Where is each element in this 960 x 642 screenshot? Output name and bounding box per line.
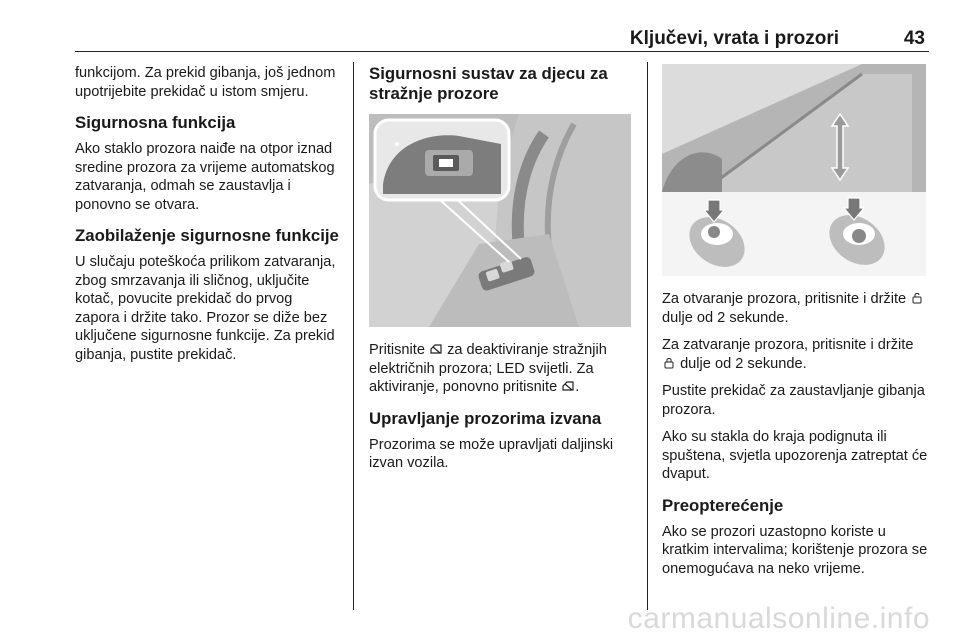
child-safety-text-c: . bbox=[575, 379, 580, 395]
safety-function-heading: Sigurnosna funkcija bbox=[75, 113, 236, 132]
close-window-text-b: dulje od 2 sekunde. bbox=[680, 355, 807, 372]
door-switch-illustration bbox=[369, 114, 631, 327]
remote-operation-text: Prozorima se može upravljati daljinski izvan vozila. bbox=[369, 436, 614, 471]
open-window-text-a: Za otvaranje prozora, pritisnite i držite bbox=[662, 291, 907, 307]
watermark: carmanualsonline.info bbox=[627, 602, 930, 635]
warning-lights-text: Ako su stakla do kraja podignuta ili spuštena, svjetla upozorenja zatreptat će dvaput. bbox=[662, 429, 928, 482]
page-header bbox=[75, 26, 929, 52]
safety-function-text: Ako staklo prozora naiđe na otpor iznad sredine prozora za vrijeme automatskog zatvaranja, odmah se zaustavlja i ponovno se otvara. bbox=[75, 141, 335, 213]
overload-heading: Preopterećenje bbox=[662, 495, 784, 515]
column-middle bbox=[369, 64, 634, 482]
child-safety-heading: Sigurnosni sustav za djecu za stražnje prozore bbox=[369, 64, 608, 103]
column-right bbox=[662, 64, 930, 587]
override-safety-text: U slučaju poteškoća prilikom zatvaranja, zbog smrzavanja ili sličnog, uključite kotač, povucite prekidač do prvog zapora i držite tako. Prozor se diže bez uključene sigurnosne funkcije. Za prekid gibanja, pustite prekidač. bbox=[75, 254, 336, 363]
child-lock-window-icon bbox=[562, 380, 574, 392]
open-window-paragraph bbox=[662, 290, 930, 327]
column-divider-1 bbox=[353, 62, 354, 610]
release-switch-text: Pustite prekidač za zaustavljanje gibanja prozora. bbox=[662, 383, 925, 418]
lock-icon bbox=[663, 357, 675, 369]
child-safety-paragraph bbox=[369, 341, 634, 397]
column-divider-2 bbox=[647, 62, 648, 610]
page-number: 43 bbox=[903, 28, 925, 49]
open-window-text-b: dulje od 2 sekunde. bbox=[662, 309, 789, 326]
overload-text: Ako se prozori uzastopno koriste u kratkim intervalima; korištenje prozora se onemogućava na neko vrijeme. bbox=[662, 523, 928, 577]
unlock-icon bbox=[911, 292, 923, 304]
remote-key-window-illustration bbox=[662, 64, 926, 276]
page-title: Ključevi, vrata i prozori bbox=[629, 28, 839, 49]
column-left bbox=[75, 64, 340, 373]
close-window-text-a: Za zatvaranje prozora, pritisnite i držite bbox=[662, 337, 914, 353]
child-safety-text-b: za deaktiviranje stražnjih električnih prozora; LED svijetli. Za aktiviranje, ponovno pritisnite bbox=[369, 342, 607, 395]
remote-operation-heading: Upravljanje prozorima izvana bbox=[369, 408, 602, 428]
close-window-paragraph bbox=[662, 336, 930, 373]
override-safety-heading: Zaobilaženje sigurnosne funkcije bbox=[75, 226, 339, 245]
child-lock-window-icon bbox=[430, 343, 442, 355]
intro-paragraph: funkcijom. Za prekid gibanja, još jednom upotrijebite prekidač u istom smjeru. bbox=[75, 65, 336, 100]
child-safety-text-a: Pritisnite bbox=[369, 342, 425, 358]
